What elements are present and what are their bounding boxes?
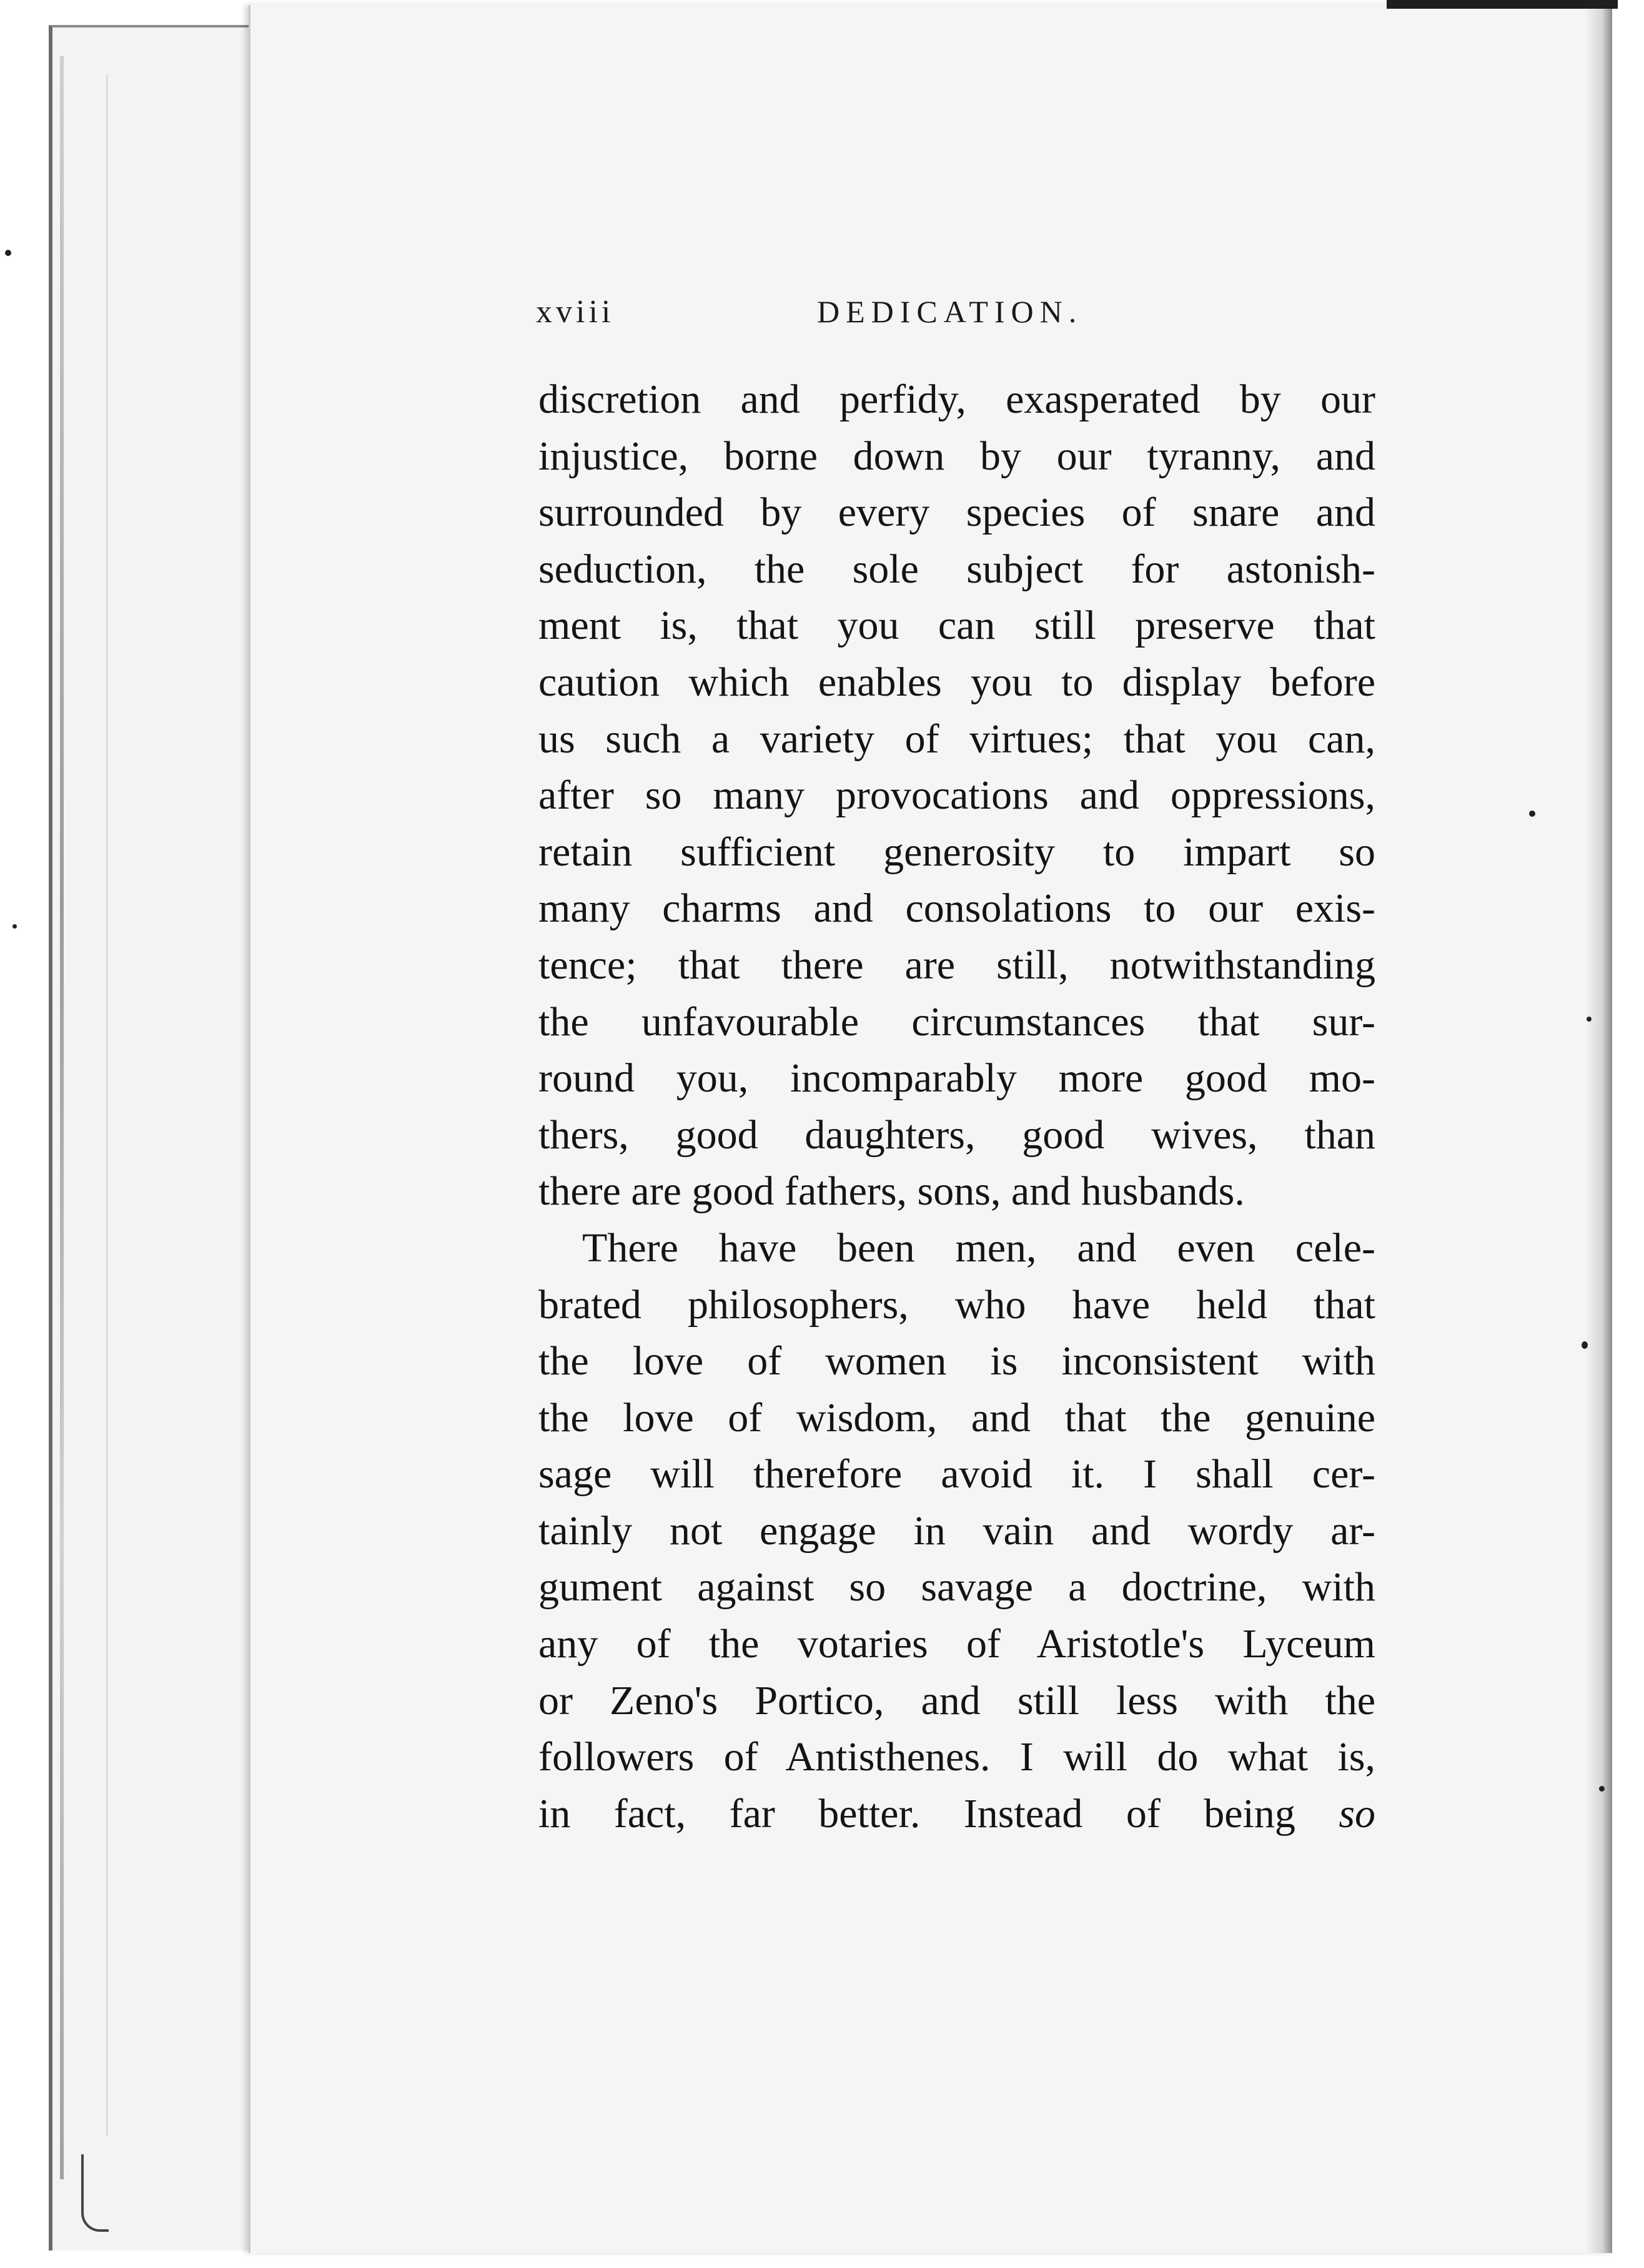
scan-speck — [1599, 1786, 1605, 1792]
text-line: followers of Antisthenes. I will do what is, — [538, 1734, 1375, 1780]
text-line: the love of wisdom, and that the genuine — [538, 1394, 1375, 1441]
text-line: retain sufficient generosity to impart so — [538, 829, 1375, 875]
text-line: surrounded by every species of snare and — [538, 490, 1375, 536]
text-line: brated philosophers, who have held that — [538, 1281, 1375, 1328]
paragraph-start-line: There have been men, and even cele- — [582, 1225, 1375, 1271]
binding-clip-mark — [81, 2154, 109, 2232]
text-line: any of the votaries of Aristotle's Lyceum — [538, 1621, 1375, 1667]
text-line: us such a variety of virtues; that you can, — [538, 716, 1375, 762]
text-line: after so many provocations and oppressions, — [538, 772, 1375, 819]
final-line-italic-word: so — [1339, 1790, 1375, 1837]
final-line-text: in fact, far better. Instead of being — [538, 1790, 1295, 1837]
text-line: ment is, that you can still preserve that — [538, 603, 1375, 649]
text-line: tence; that there are still, notwithstanding — [538, 942, 1375, 988]
text-line: caution which enables you to display before — [538, 659, 1375, 705]
text-line-final — [538, 1786, 1375, 1843]
underlying-page-edge — [60, 56, 64, 2179]
text-line: injustice, borne down by our tyranny, and — [538, 433, 1375, 479]
text-line: tainly not engage in vain and wordy ar- — [538, 1507, 1375, 1554]
page-right-edge — [1587, 5, 1612, 2253]
running-title: DEDICATION. — [817, 294, 1083, 329]
text-line: sage will therefore avoid it. I shall cer- — [538, 1451, 1375, 1497]
text-line: round you, incomparably more good mo- — [538, 1055, 1375, 1102]
text-line: discretion and perfidy, exasperated by our — [538, 377, 1375, 422]
text-line: gument against so savage a doctrine, with — [538, 1564, 1375, 1610]
text-line: the unfavourable circumstances that sur- — [538, 998, 1375, 1045]
underlying-page-edge-inner — [106, 75, 108, 2136]
body-text — [538, 372, 1375, 1842]
text-line: there are good fathers, sons, and husbands. — [538, 1168, 1245, 1215]
text-line: seduction, the sole subject for astonish- — [538, 546, 1375, 592]
text-line: the love of women is inconsistent with — [538, 1338, 1375, 1384]
running-head — [536, 293, 1373, 343]
scan-speck — [1529, 811, 1535, 817]
scan-speck — [5, 250, 11, 256]
scan-top-strip — [1387, 0, 1644, 9]
scan-speck — [12, 924, 17, 929]
scan-right-margin — [1618, 0, 1644, 2268]
scan-speck — [1582, 1341, 1588, 1349]
text-line: thers, good daughters, good wives, than — [538, 1112, 1375, 1158]
text-line: or Zeno's Portico, and still less with the — [538, 1677, 1375, 1723]
scan-speck — [1587, 1017, 1592, 1022]
underlying-page — [49, 25, 277, 2251]
page-number: xviii — [536, 294, 615, 330]
text-line: many charms and consolations to our exis- — [538, 885, 1375, 932]
